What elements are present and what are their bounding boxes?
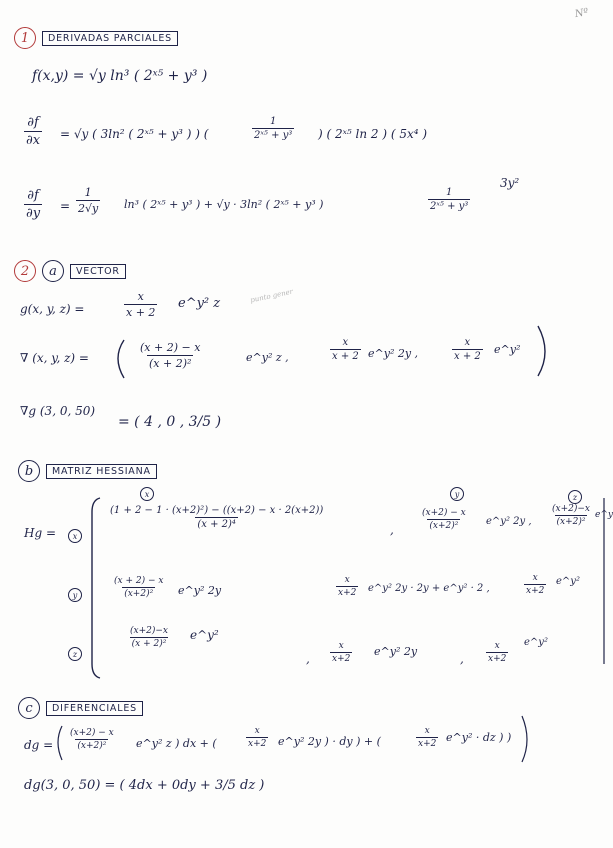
gradient-eval-rhs: = ( 4 , 0 , 3/5 ) xyxy=(118,414,222,430)
g-fraction: $\frac{x}{x + 2}$ xyxy=(126,290,156,319)
differential-fraction-2: $\frac{x}{x+2}$ xyxy=(248,726,267,749)
partial-x-inner-fraction: $\frac{1}{\text{2ˣ⁵ + y³}}$ xyxy=(254,116,293,141)
differential-term-1: e^y² z ) dx + ( xyxy=(136,737,217,750)
part-b-title: MATRIZ HESSIANA xyxy=(46,464,157,479)
hessian-separator: , xyxy=(460,652,464,666)
gradient-c2-tail: e^y² 2y , xyxy=(368,347,419,360)
partial-x-expr-a: = √y ( 3ln² ( 2ˣ⁵ + y³ ) ) ( xyxy=(60,127,209,141)
section-title: DERIVADAS PARCIALES xyxy=(42,31,178,46)
hessian-h11: $\frac{\text{(1 + 2 − 1 · (x+2)²) − ((x+2) − x · 2(x+2))}}{\text{(x + 2)⁴}}$ xyxy=(110,505,324,530)
partial-x-expr-b: ) ( 2ˣ⁵ ln 2 ) ( 5x⁴ ) xyxy=(318,127,428,141)
gradient-fraction-3: $\frac{x}{x + 2}$ xyxy=(454,337,481,362)
section-number: 2 xyxy=(14,260,36,282)
part-b-marker: b xyxy=(18,460,40,482)
partial-y-fraction-2: $\frac{1}{\text{2ˣ⁵ + y³}}$ xyxy=(430,187,469,212)
differential-evaluation: dg(3, 0, 50) = ( 4dx + 0dy + 3/5 dz ) xyxy=(24,778,265,793)
part-c-marker: c xyxy=(18,697,40,719)
hessian-h13-tail: e^y xyxy=(595,510,613,520)
column-label-x: x xyxy=(140,487,154,501)
hessian-h32: $\frac{x}{x+2}$ xyxy=(332,641,351,664)
hessian-h31-tail: e^y² xyxy=(190,628,219,642)
hessian-h33: $\frac{x}{x+2}$ xyxy=(488,641,507,664)
hessian-left-bracket xyxy=(92,498,100,678)
differential-close-paren xyxy=(522,716,527,762)
gradient-fraction-2: $\frac{x}{x + 2}$ xyxy=(332,337,359,362)
differential-fraction-3: $\frac{x}{x+2}$ xyxy=(418,726,437,749)
hessian-h31: $\frac{(x+2)-x}{\text{(x + 2)²}}$ xyxy=(130,626,168,649)
pencil-note: punto gener xyxy=(249,287,294,305)
hessian-h23-tail: e^y² xyxy=(556,576,580,587)
hessian-h12-tail: e^y² 2y , xyxy=(486,516,532,527)
page-number-mark: Nº xyxy=(574,6,590,21)
partial-y-tail: 3y² xyxy=(500,176,520,190)
g-definition-lhs: g(x, y, z) = xyxy=(20,302,85,316)
differential-lhs: dg = xyxy=(24,738,54,752)
hessian-h12: $\frac{(x+2) - x}{\text{(x+2)²}}$ xyxy=(422,508,466,531)
gradient-close-paren xyxy=(538,326,545,376)
row-label-y: y xyxy=(68,588,82,602)
hessian-h21-tail: e^y² 2y xyxy=(178,584,222,597)
hessian-h32-tail: e^y² 2y xyxy=(374,645,418,658)
differential-term-3: e^y² · dz ) ) xyxy=(446,731,512,744)
row-label-z: z xyxy=(68,647,82,661)
hessian-separator: , xyxy=(306,652,310,666)
partial-y-fraction-1: $\frac{1}{2√y}$ xyxy=(78,186,99,215)
differential-open-paren xyxy=(58,726,62,760)
column-label-y: y xyxy=(450,487,464,501)
hessian-h21: $\frac{(x + 2) - x}{\text{(x+2)²}}$ xyxy=(114,576,164,599)
partial-x-symbol: $\frac{\partial f}{\partial x}$ xyxy=(26,115,41,148)
part-a-title: VECTOR xyxy=(70,264,126,279)
gradient-fraction-1: $\frac{(x + 2) - x}{\text{(x + 2)²}}$ xyxy=(140,341,201,370)
section-number: 1 xyxy=(14,27,36,49)
differential-term-2: e^y² 2y ) · dy ) + ( xyxy=(278,735,381,748)
partial-y-expr: ln³ ( 2ˣ⁵ + y³ ) + √y · 3ln² ( 2ˣ⁵ + y³ ) xyxy=(124,198,324,211)
function-definition: f(x,y) = √y ln³ ( 2ˣ⁵ + y³ ) xyxy=(32,68,208,84)
hessian-h22: $\frac{x}{x+2}$ xyxy=(338,575,357,598)
row-label-x: x xyxy=(68,529,82,543)
gradient-c3-tail: e^y² xyxy=(494,343,521,356)
hessian-h13: $\frac{(x+2)-x}{\text{(x+2)²}}$ xyxy=(552,504,590,527)
hessian-h23: $\frac{x}{x+2}$ xyxy=(526,573,545,596)
hessian-h33-tail: e^y² xyxy=(524,637,548,648)
part-c-title: DIFERENCIALES xyxy=(46,701,143,716)
g-definition-tail: e^y² z xyxy=(178,296,221,311)
differential-fraction-1: $\frac{(x+2) - x}{\text{(x+2)²}}$ xyxy=(70,728,114,751)
hessian-label: Hg = xyxy=(24,526,57,540)
gradient-open-paren xyxy=(118,340,124,378)
hessian-h22-tail: e^y² 2y · 2y + e^y² · 2 , xyxy=(368,583,490,594)
column-label-z: z xyxy=(568,490,582,504)
part-a-marker: a xyxy=(42,260,64,282)
partial-y-equals: = xyxy=(60,199,71,213)
gradient-lhs: ∇ (x, y, z) = xyxy=(20,351,89,365)
gradient-c1-tail: e^y² z , xyxy=(246,351,289,364)
partial-y-symbol: $\frac{\partial f}{\partial y}$ xyxy=(26,188,41,221)
hessian-separator: , xyxy=(390,523,394,537)
gradient-eval-lhs: ∇g (3, 0, 50) xyxy=(20,404,96,418)
